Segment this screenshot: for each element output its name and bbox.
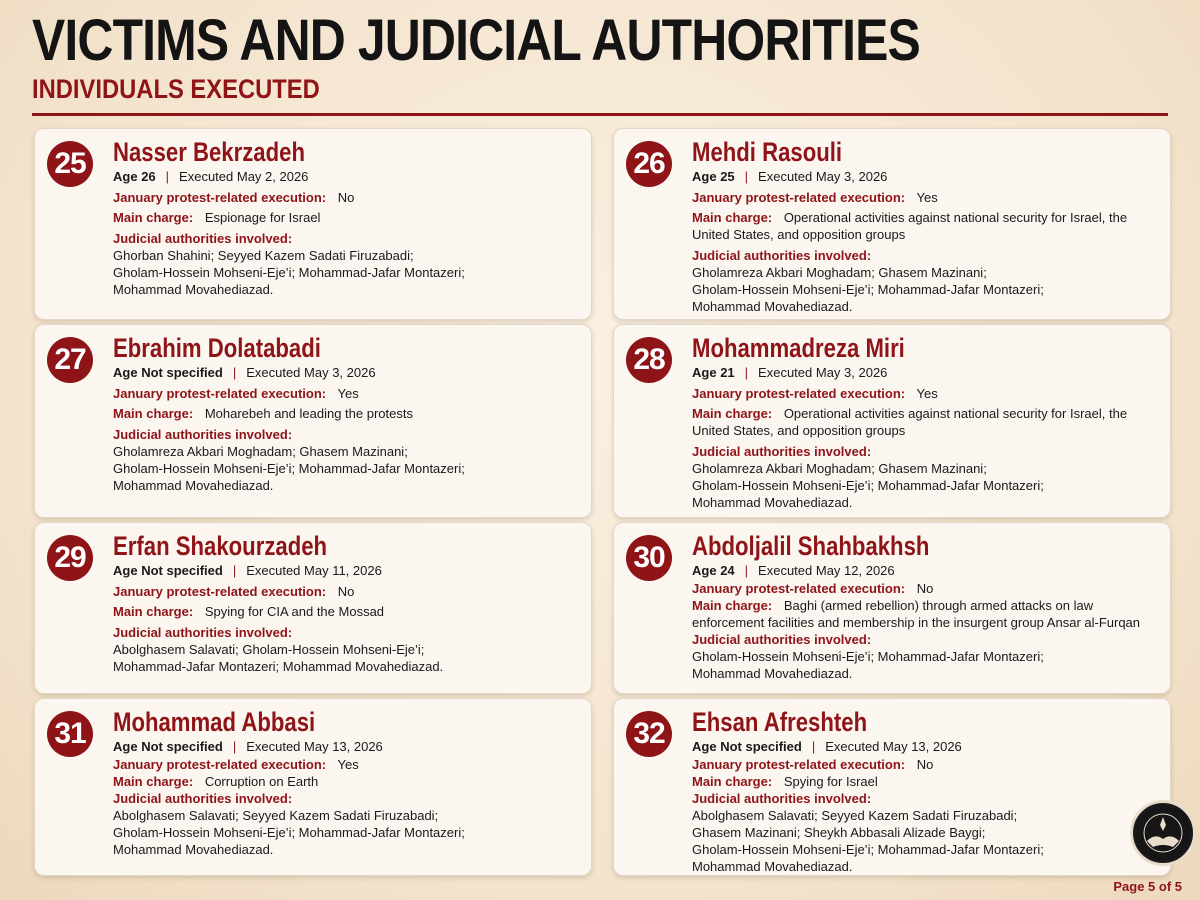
meta-separator: | bbox=[744, 169, 749, 184]
judicial-list bbox=[692, 264, 1158, 315]
judicial-label: Judicial authorities involved: bbox=[113, 791, 293, 806]
age-label: Age bbox=[692, 563, 717, 578]
meta-separator: | bbox=[165, 169, 170, 184]
victim-card bbox=[613, 324, 1171, 518]
victim-name: Erfan Shakourzadeh bbox=[113, 531, 328, 561]
card-content bbox=[113, 137, 579, 298]
january-label: January protest-related execution: bbox=[692, 386, 906, 401]
judicial-list bbox=[113, 443, 579, 494]
execution-date: Executed May 3, 2026 bbox=[758, 365, 888, 380]
case-number-badge: 29 bbox=[47, 535, 93, 581]
january-row bbox=[113, 583, 579, 600]
january-row bbox=[692, 189, 1158, 206]
age-value: Not specified bbox=[141, 739, 223, 754]
card-content bbox=[692, 707, 1158, 875]
age-label: Age bbox=[113, 365, 138, 380]
victim-name: Ehsan Afreshteh bbox=[692, 707, 868, 737]
january-label: January protest-related execution: bbox=[692, 757, 906, 772]
execution-date: Executed May 12, 2026 bbox=[758, 563, 895, 578]
charge-value: Spying for Israel bbox=[783, 774, 878, 789]
judge-line: Mohammad Movahediazad. bbox=[692, 859, 853, 874]
january-label: January protest-related execution: bbox=[692, 190, 906, 205]
case-number-badge: 30 bbox=[626, 535, 672, 581]
charge-value: Baghi (armed rebellion) through armed attacks on law enforcement facilities and membership in the insurgent group Ansar al-Furqan bbox=[692, 598, 1141, 630]
judge-line: Mohammad Movahediazad. bbox=[113, 842, 274, 857]
case-number-badge: 27 bbox=[47, 337, 93, 383]
victim-name: Mehdi Rasouli bbox=[692, 137, 843, 167]
charge-label: Main charge: bbox=[692, 210, 773, 225]
charge-row bbox=[692, 209, 1158, 243]
judge-line: Ghasem Mazinani; Sheykh Abbasali Alizade Baygi; bbox=[692, 825, 986, 840]
judge-line: Gholam-Hossein Mohseni-Eje’i; Mohammad-Jafar Montazeri; bbox=[113, 461, 465, 476]
judge-line: Gholam-Hossein Mohseni-Eje’i; Mohammad-Jafar Montazeri; bbox=[692, 478, 1044, 493]
charge-label: Main charge: bbox=[692, 406, 773, 421]
judge-line: Abolghasem Salavati; Seyyed Kazem Sadati Firuzabadi; bbox=[113, 808, 439, 823]
charge-value: Corruption on Earth bbox=[204, 774, 319, 789]
card-content bbox=[692, 333, 1158, 511]
charge-row bbox=[113, 603, 579, 620]
january-row bbox=[113, 385, 579, 402]
judicial-label: Judicial authorities involved: bbox=[113, 625, 293, 640]
charge-row bbox=[692, 597, 1158, 631]
card-content bbox=[113, 333, 579, 494]
age-value: 25 bbox=[720, 169, 735, 184]
january-value: No bbox=[337, 584, 355, 599]
case-number-badge: 26 bbox=[626, 141, 672, 187]
january-row bbox=[113, 756, 579, 773]
page-header bbox=[32, 8, 1168, 104]
judge-line: Mohammad Movahediazad. bbox=[692, 495, 853, 510]
judge-line: Gholam-Hossein Mohseni-Eje’i; Mohammad-Jafar Montazeri; bbox=[692, 842, 1044, 857]
judge-line: Mohammad Movahediazad. bbox=[692, 666, 853, 681]
execution-date: Executed May 13, 2026 bbox=[246, 739, 383, 754]
january-label: January protest-related execution: bbox=[113, 386, 327, 401]
judge-line: Abolghasem Salavati; Seyyed Kazem Sadati Firuzabadi; bbox=[692, 808, 1018, 823]
victim-card bbox=[613, 128, 1171, 320]
judicial-list bbox=[113, 641, 579, 675]
charge-row bbox=[113, 405, 579, 422]
case-number-badge: 25 bbox=[47, 141, 93, 187]
charge-value: Espionage for Israel bbox=[204, 210, 321, 225]
victim-meta bbox=[692, 738, 1158, 756]
january-value: No bbox=[916, 581, 934, 596]
judge-line: Abolghasem Salavati; Gholam-Hossein Mohseni-Eje’i; bbox=[113, 642, 425, 657]
meta-separator: | bbox=[744, 563, 749, 578]
charge-row bbox=[113, 209, 579, 226]
january-row bbox=[692, 385, 1158, 402]
execution-date: Executed May 13, 2026 bbox=[825, 739, 962, 754]
card-content bbox=[692, 137, 1158, 315]
judge-line: Gholam-Hossein Mohseni-Eje’i; Mohammad-Jafar Montazeri; bbox=[692, 282, 1044, 297]
judicial-list bbox=[692, 807, 1158, 875]
case-number-badge: 28 bbox=[626, 337, 672, 383]
victim-name: Mohammadreza Miri bbox=[692, 333, 905, 363]
victim-name: Nasser Bekrzadeh bbox=[113, 137, 305, 167]
card-content bbox=[113, 531, 579, 675]
age-value: Not specified bbox=[141, 365, 223, 380]
january-label: January protest-related execution: bbox=[113, 757, 327, 772]
age-label: Age bbox=[692, 169, 717, 184]
card-content bbox=[692, 531, 1158, 682]
january-value: No bbox=[916, 757, 934, 772]
age-label: Age bbox=[113, 563, 138, 578]
header-divider bbox=[32, 113, 1168, 116]
judge-line: Gholamreza Akbari Moghadam; Ghasem Mazinani; bbox=[113, 444, 408, 459]
age-label: Age bbox=[113, 169, 138, 184]
age-label: Age bbox=[692, 365, 717, 380]
charge-value: Operational activities against national security for Israel, the United States, and opposition groups bbox=[692, 210, 1128, 242]
judge-line: Gholam-Hossein Mohseni-Eje’i; Mohammad-Jafar Montazeri; bbox=[692, 649, 1044, 664]
charge-value: Operational activities against national security for Israel, the United States, and opposition groups bbox=[692, 406, 1128, 438]
hands-dove-emblem-icon bbox=[1133, 803, 1193, 863]
january-value: Yes bbox=[337, 757, 359, 772]
meta-separator: | bbox=[744, 365, 749, 380]
age-label: Age bbox=[692, 739, 717, 754]
charge-label: Main charge: bbox=[113, 406, 194, 421]
judicial-label: Judicial authorities involved: bbox=[692, 444, 872, 459]
victim-meta bbox=[113, 738, 579, 756]
judicial-label: Judicial authorities involved: bbox=[113, 427, 293, 442]
judicial-label: Judicial authorities involved: bbox=[692, 632, 872, 647]
judicial-label: Judicial authorities involved: bbox=[692, 248, 872, 263]
judge-line: Ghorban Shahini; Seyyed Kazem Sadati Firuzabadi; bbox=[113, 248, 414, 263]
charge-row bbox=[692, 773, 1158, 790]
age-value: 26 bbox=[141, 169, 156, 184]
page-subtitle: INDIVIDUALS EXECUTED bbox=[32, 74, 320, 104]
case-number-badge: 32 bbox=[626, 711, 672, 757]
victim-meta bbox=[692, 562, 1158, 580]
charge-label: Main charge: bbox=[113, 604, 194, 619]
card-content bbox=[113, 707, 579, 858]
judge-line: Mohammad Movahediazad. bbox=[113, 282, 274, 297]
case-number-badge: 31 bbox=[47, 711, 93, 757]
january-value: Yes bbox=[337, 386, 359, 401]
charge-value: Spying for CIA and the Mossad bbox=[204, 604, 385, 619]
judicial-list bbox=[113, 247, 579, 298]
execution-date: Executed May 3, 2026 bbox=[246, 365, 376, 380]
judicial-list bbox=[692, 648, 1158, 682]
judge-line: Gholamreza Akbari Moghadam; Ghasem Mazinani; bbox=[692, 265, 987, 280]
victim-card bbox=[34, 324, 592, 518]
january-value: No bbox=[337, 190, 355, 205]
age-value: 24 bbox=[720, 563, 735, 578]
judge-line: Mohammad Movahediazad. bbox=[113, 478, 274, 493]
january-row bbox=[692, 580, 1158, 597]
meta-separator: | bbox=[232, 739, 237, 754]
page-number: Page 5 of 5 bbox=[1113, 879, 1182, 894]
victim-card bbox=[34, 128, 592, 320]
judicial-list bbox=[113, 807, 579, 858]
meta-separator: | bbox=[811, 739, 816, 754]
january-label: January protest-related execution: bbox=[692, 581, 906, 596]
judge-line: Gholam-Hossein Mohseni-Eje’i; Mohammad-Jafar Montazeri; bbox=[113, 825, 465, 840]
january-label: January protest-related execution: bbox=[113, 584, 327, 599]
age-value: 21 bbox=[720, 365, 735, 380]
victim-meta bbox=[113, 168, 579, 186]
judge-line: Gholamreza Akbari Moghadam; Ghasem Mazinani; bbox=[692, 461, 987, 476]
victim-name: Abdoljalil Shahbakhsh bbox=[692, 531, 930, 561]
january-row bbox=[113, 189, 579, 206]
organization-logo bbox=[1130, 800, 1196, 866]
victim-meta bbox=[692, 364, 1158, 382]
age-value: Not specified bbox=[720, 739, 802, 754]
meta-separator: | bbox=[232, 365, 237, 380]
victim-card bbox=[613, 698, 1171, 876]
january-row bbox=[692, 756, 1158, 773]
victim-card bbox=[34, 698, 592, 876]
judge-line: Mohammad Movahediazad. bbox=[692, 299, 853, 314]
victim-meta bbox=[113, 364, 579, 382]
judicial-label: Judicial authorities involved: bbox=[692, 791, 872, 806]
charge-label: Main charge: bbox=[113, 210, 194, 225]
charge-row bbox=[113, 773, 579, 790]
charge-label: Main charge: bbox=[113, 774, 194, 789]
victim-name: Mohammad Abbasi bbox=[113, 707, 316, 737]
victim-name: Ebrahim Dolatabadi bbox=[113, 333, 321, 363]
charge-label: Main charge: bbox=[692, 598, 773, 613]
victim-card bbox=[613, 522, 1171, 694]
january-label: January protest-related execution: bbox=[113, 190, 327, 205]
charge-label: Main charge: bbox=[692, 774, 773, 789]
charge-row bbox=[692, 405, 1158, 439]
january-value: Yes bbox=[916, 190, 938, 205]
execution-date: Executed May 11, 2026 bbox=[246, 563, 382, 578]
january-value: Yes bbox=[916, 386, 938, 401]
age-value: Not specified bbox=[141, 563, 223, 578]
judicial-label: Judicial authorities involved: bbox=[113, 231, 293, 246]
charge-value: Moharebeh and leading the protests bbox=[204, 406, 413, 421]
judicial-list bbox=[692, 460, 1158, 511]
meta-separator: | bbox=[232, 563, 237, 578]
judge-line: Gholam-Hossein Mohseni-Eje’i; Mohammad-Jafar Montazeri; bbox=[113, 265, 465, 280]
victim-meta bbox=[113, 562, 579, 580]
victim-card bbox=[34, 522, 592, 694]
execution-date: Executed May 2, 2026 bbox=[179, 169, 309, 184]
page-title: VICTIMS AND JUDICIAL AUTHORITIES bbox=[32, 8, 920, 73]
judge-line: Mohammad-Jafar Montazeri; Mohammad Movahediazad. bbox=[113, 659, 444, 674]
age-label: Age bbox=[113, 739, 138, 754]
victim-meta bbox=[692, 168, 1158, 186]
execution-date: Executed May 3, 2026 bbox=[758, 169, 888, 184]
